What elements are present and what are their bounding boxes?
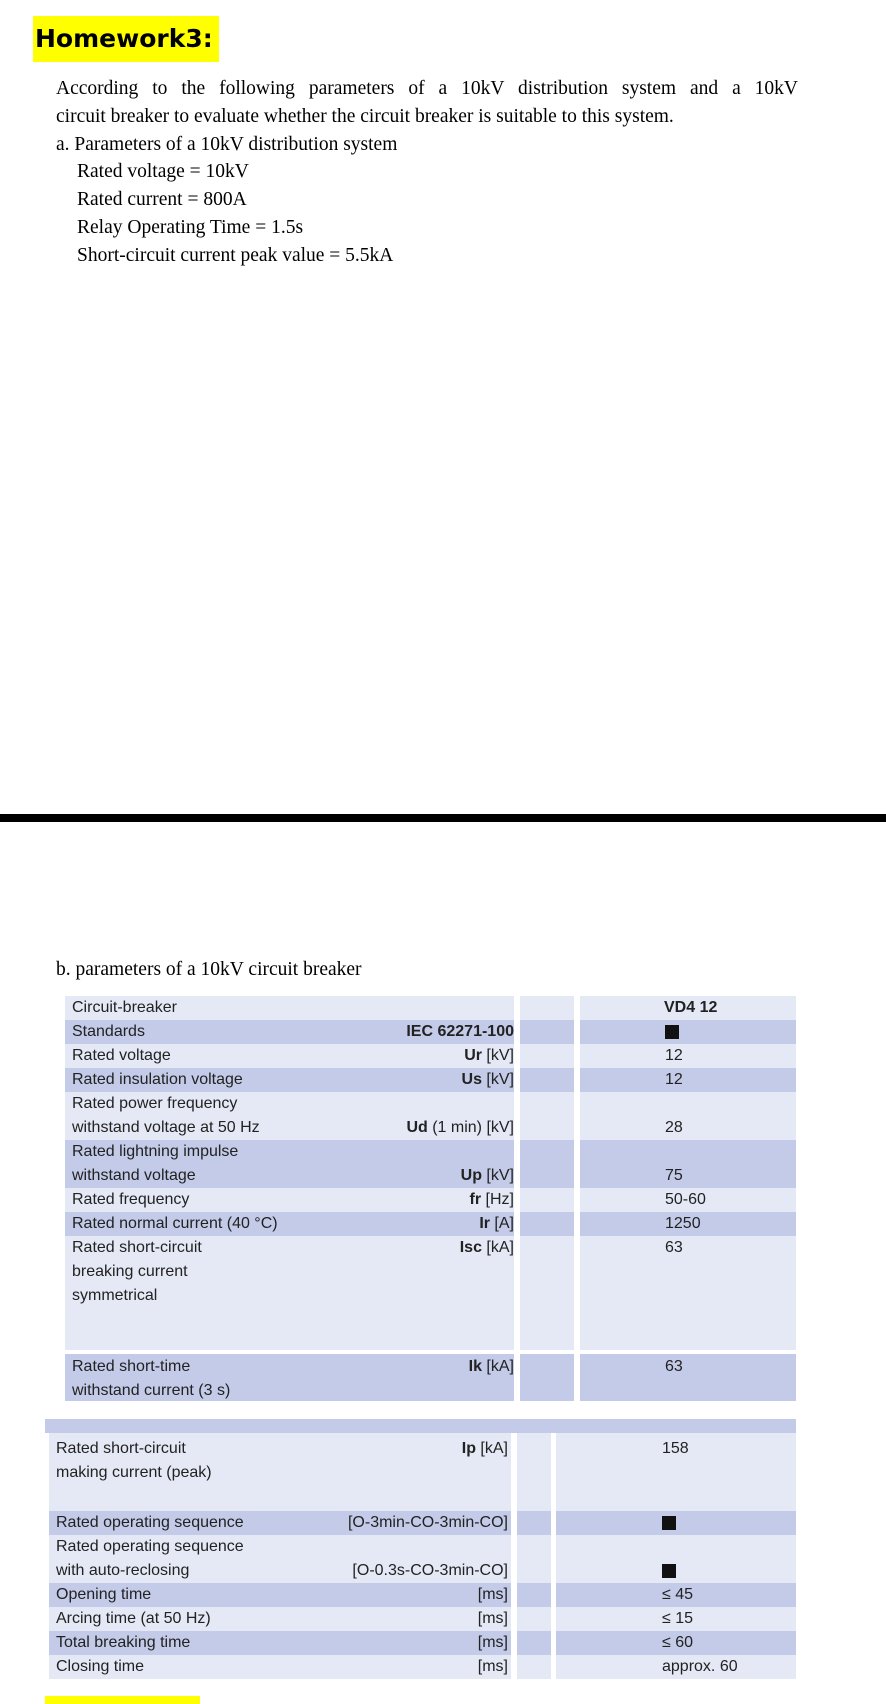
table-2-top-bar bbox=[45, 1419, 796, 1433]
table-row bbox=[58, 1188, 796, 1212]
table-row bbox=[45, 1631, 796, 1655]
row-value: 1250 bbox=[665, 1215, 701, 1232]
square-mark-icon bbox=[662, 1516, 676, 1533]
row-value: 50-60 bbox=[665, 1191, 706, 1208]
param-rated-current: Rated current = 800A bbox=[77, 189, 247, 210]
row-unit: [ms] bbox=[477, 1634, 508, 1651]
row-value: 75 bbox=[665, 1167, 683, 1184]
param-short-circuit-peak: Short-circuit current peak value = 5.5kA bbox=[77, 245, 394, 266]
table-row bbox=[45, 1433, 796, 1511]
page-divider bbox=[0, 814, 886, 822]
row-unit: Up [kV] bbox=[460, 1167, 514, 1184]
param-relay-time: Relay Operating Time = 1.5s bbox=[77, 217, 304, 238]
homework-title: Homework3: bbox=[33, 16, 219, 62]
row-unit: [ms] bbox=[477, 1610, 508, 1627]
row-unit: IEC 62271-100 bbox=[406, 1023, 514, 1040]
highlight-strip bbox=[45, 1696, 200, 1704]
row-label: Rated power frequency bbox=[72, 1095, 238, 1112]
breaker-table-2 bbox=[45, 1433, 796, 1685]
row-unit: Isc [kA] bbox=[459, 1239, 514, 1256]
row-label-line2: with auto-reclosing bbox=[56, 1562, 190, 1579]
row-label-line2: breaking current bbox=[72, 1263, 188, 1280]
section-b-heading: b. parameters of a 10kV circuit breaker bbox=[56, 959, 362, 980]
table-row bbox=[58, 1020, 796, 1044]
row-label: Rated voltage bbox=[72, 1047, 171, 1064]
row-label-line2: withstand voltage bbox=[72, 1167, 196, 1184]
row-label: Rated operating sequence bbox=[56, 1538, 244, 1555]
row-unit: Us [kV] bbox=[461, 1071, 514, 1088]
row-label: Opening time bbox=[56, 1586, 152, 1603]
row-value: 12 bbox=[665, 1071, 683, 1088]
table-row bbox=[45, 1583, 796, 1607]
row-label-line2: making current (peak) bbox=[56, 1464, 212, 1481]
header-label: Circuit-breaker bbox=[72, 999, 177, 1016]
row-value: 28 bbox=[665, 1119, 683, 1136]
row-value: 158 bbox=[662, 1440, 689, 1457]
table-row bbox=[45, 1655, 796, 1679]
row-value: ≤ 45 bbox=[662, 1586, 694, 1603]
row-label-line2: withstand voltage at 50 Hz bbox=[72, 1119, 260, 1136]
table-row bbox=[58, 1044, 796, 1068]
table-row bbox=[45, 1607, 796, 1631]
row-value: 63 bbox=[665, 1239, 683, 1256]
row-unit: [ms] bbox=[477, 1658, 508, 1675]
section-a-heading: a. Parameters of a 10kV distribution system bbox=[56, 134, 398, 155]
row-unit: Ir [A] bbox=[479, 1215, 514, 1232]
row-value: 63 bbox=[665, 1358, 683, 1375]
table-row bbox=[58, 1212, 796, 1236]
row-label: Rated frequency bbox=[72, 1191, 190, 1208]
table-row bbox=[45, 1511, 796, 1535]
row-label: Rated operating sequence bbox=[56, 1514, 244, 1531]
param-rated-voltage: Rated voltage = 10kV bbox=[77, 161, 249, 182]
row-value: ≤ 60 bbox=[662, 1634, 694, 1651]
table-header-row bbox=[58, 996, 796, 1020]
table-row bbox=[58, 1236, 796, 1350]
breaker-table-1 bbox=[58, 996, 796, 1401]
table-row bbox=[58, 1140, 796, 1188]
row-value: 12 bbox=[665, 1047, 683, 1064]
square-mark-icon bbox=[665, 1025, 679, 1042]
row-value: approx. 60 bbox=[662, 1658, 738, 1675]
row-label: Standards bbox=[72, 1023, 145, 1040]
row-label: Rated short-circuit bbox=[56, 1440, 186, 1457]
row-label: Arcing time (at 50 Hz) bbox=[56, 1610, 211, 1627]
row-unit: Ud (1 min) [kV] bbox=[406, 1119, 514, 1136]
row-unit: Ip [kA] bbox=[461, 1440, 508, 1457]
row-label: Rated normal current (40 °C) bbox=[72, 1215, 278, 1232]
table-row bbox=[45, 1535, 796, 1583]
row-label: Rated short-time bbox=[72, 1358, 191, 1375]
row-label: Total breaking time bbox=[56, 1634, 191, 1651]
row-label: Rated insulation voltage bbox=[72, 1071, 243, 1088]
intro-line-2: circuit breaker to evaluate whether the circuit breaker is suitable to this system. bbox=[56, 106, 674, 127]
row-unit: [O-3min-CO-3min-CO] bbox=[347, 1514, 508, 1531]
row-unit: Ur [kV] bbox=[464, 1047, 514, 1064]
intro-line-1: According to the following parameters of a 10kV distribution system and a 10kV bbox=[56, 78, 798, 99]
table-row bbox=[58, 1068, 796, 1092]
row-unit: Ik [kA] bbox=[468, 1358, 514, 1375]
row-label: Closing time bbox=[56, 1658, 145, 1675]
row-label-line2: withstand current (3 s) bbox=[72, 1382, 231, 1399]
row-label-line3: symmetrical bbox=[72, 1287, 158, 1304]
row-value: ≤ 15 bbox=[662, 1610, 694, 1627]
row-unit: [ms] bbox=[477, 1586, 508, 1603]
row-label: Rated lightning impulse bbox=[72, 1143, 239, 1160]
square-mark-icon bbox=[662, 1564, 676, 1581]
table-row bbox=[58, 1092, 796, 1140]
header-value: VD4 12 bbox=[664, 999, 718, 1016]
table-row bbox=[58, 1354, 796, 1401]
row-label: Rated short-circuit bbox=[72, 1239, 202, 1256]
row-unit: fr [Hz] bbox=[469, 1191, 514, 1208]
row-unit: [O-0.3s-CO-3min-CO] bbox=[352, 1562, 508, 1579]
